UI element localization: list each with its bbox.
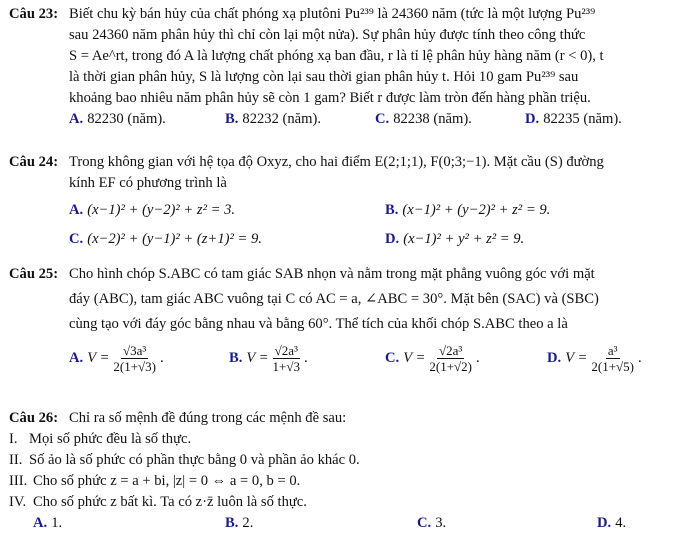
answer-option-c[interactable]: C. 3. <box>417 515 447 531</box>
answer-options <box>69 229 684 250</box>
answer-option-a[interactable]: A. (x−1)² + (y−2)² + z² = 3. <box>69 202 236 218</box>
fraction: $\frac{\text{√2a³}}{2(1+√2)}$ <box>429 343 472 374</box>
question-25 <box>9 264 684 374</box>
question-text: Chỉ ra số mệnh đề đúng trong các mệnh đề sau: <box>69 410 347 426</box>
question-text: Trong không gian với hệ tọa độ Oxyz, cho hai điểm E(2;1;1), F(0;3;−1). Mặt cầu (S) đường <box>69 154 604 170</box>
question-26 <box>9 408 684 534</box>
question-text: kính EF có phương trình là <box>69 175 227 191</box>
question-text: Cho hình chóp S.ABC có tam giác SAB nhọn và nằm trong mặt phẳng vuông góc với mặt <box>69 266 595 282</box>
answer-options <box>69 343 684 374</box>
question-label: Câu 24: <box>9 154 59 170</box>
question-text: Biết chu kỳ bán hủy của chất phóng xạ plutôni Pu²³⁹ là 24360 năm (tức là một lượng Pu²³⁹ <box>69 6 596 22</box>
answer-option-b[interactable]: B. 2. <box>225 515 254 531</box>
fraction: $\frac{\text{√2a³}}{1+√3}$ <box>272 343 301 374</box>
answer-option-a[interactable]: A. V = $\frac{\text{√3a³}}{2(1+√3)}$ . <box>69 343 164 374</box>
statement: II. Số ảo là số phức có phần thực bằng 0 và phần ảo khác 0. <box>9 452 360 468</box>
answer-option-a[interactable]: A. 1. <box>33 515 63 531</box>
answer-option-c[interactable]: C. (x−2)² + (y−1)² + (z+1)² = 9. <box>69 231 262 247</box>
answer-options <box>69 109 684 130</box>
question-text: cùng tạo với đáy góc bằng nhau và bằng 60°. Thể tích của khối chóp S.ABC theo a là <box>69 316 568 332</box>
statement: III. Cho số phức z = a + bi, |z| = 0 ⇔ a = 0, b = 0. <box>9 473 301 489</box>
question-text: sau 24360 năm phân hủy thì chỉ còn lại một nửa). Sự phân hủy được tính theo công thức <box>69 27 586 43</box>
question-text: S = Ae^rt, trong đó A là lượng chất phóng xạ ban đầu, r là tỉ lệ phân hủy hàng năm (r < 0), t <box>69 48 604 64</box>
answer-option-b[interactable]: B. V = $\frac{\text{√2a³}}{1+√3}$ . <box>229 343 308 374</box>
fraction: $\frac{\text{a³}}{2(1+√5)}$ <box>591 343 634 374</box>
question-text: đáy (ABC), tam giác ABC vuông tại C có AC = a, ∠ABC = 30°. Mặt bên (SAC) và (SBC) <box>69 291 599 307</box>
question-label: Câu 26: <box>9 410 59 426</box>
answer-options <box>33 513 684 534</box>
question-label: Câu 23: <box>9 6 59 22</box>
answer-option-c[interactable]: C. 82238 (năm). <box>375 111 472 127</box>
answer-option-c[interactable]: C. V = $\frac{\text{√2a³}}{2(1+√2)}$ . <box>385 343 480 374</box>
question-text: là thời gian phân hủy, S là lượng còn lại sau thời gian phân hủy t. Hỏi 10 gam Pu²³⁹ sau <box>69 69 579 85</box>
answer-option-b[interactable]: B. 82232 (năm). <box>225 111 322 127</box>
answer-option-d[interactable]: D. (x−1)² + y² + z² = 9. <box>385 231 525 247</box>
answer-option-a[interactable]: A. 82230 (năm). <box>69 111 166 127</box>
fraction: $\frac{\text{√3a³}}{2(1+√3)}$ <box>113 343 156 374</box>
question-24 <box>9 152 684 250</box>
answer-option-b[interactable]: B. (x−1)² + (y−2)² + z² = 9. <box>385 202 551 218</box>
answer-option-d[interactable]: D. 4. <box>597 515 627 531</box>
statement: IV. Cho số phức z bất kì. Ta có z·z̄ luôn là số thực. <box>9 494 307 510</box>
statement: I. Mọi số phức đều là số thực. <box>9 431 192 447</box>
answer-option-d[interactable]: D. 82235 (năm). <box>525 111 622 127</box>
answer-option-d[interactable]: D. V = $\frac{\text{a³}}{2(1+√5)}$ . <box>547 343 642 374</box>
question-text: khoảng bao nhiêu năm phân hủy sẽ còn 1 gam? Biết r được làm tròn đến hàng phần triệu. <box>69 90 591 106</box>
question-23 <box>9 4 684 130</box>
question-label: Câu 25: <box>9 266 59 282</box>
answer-options <box>69 200 684 221</box>
